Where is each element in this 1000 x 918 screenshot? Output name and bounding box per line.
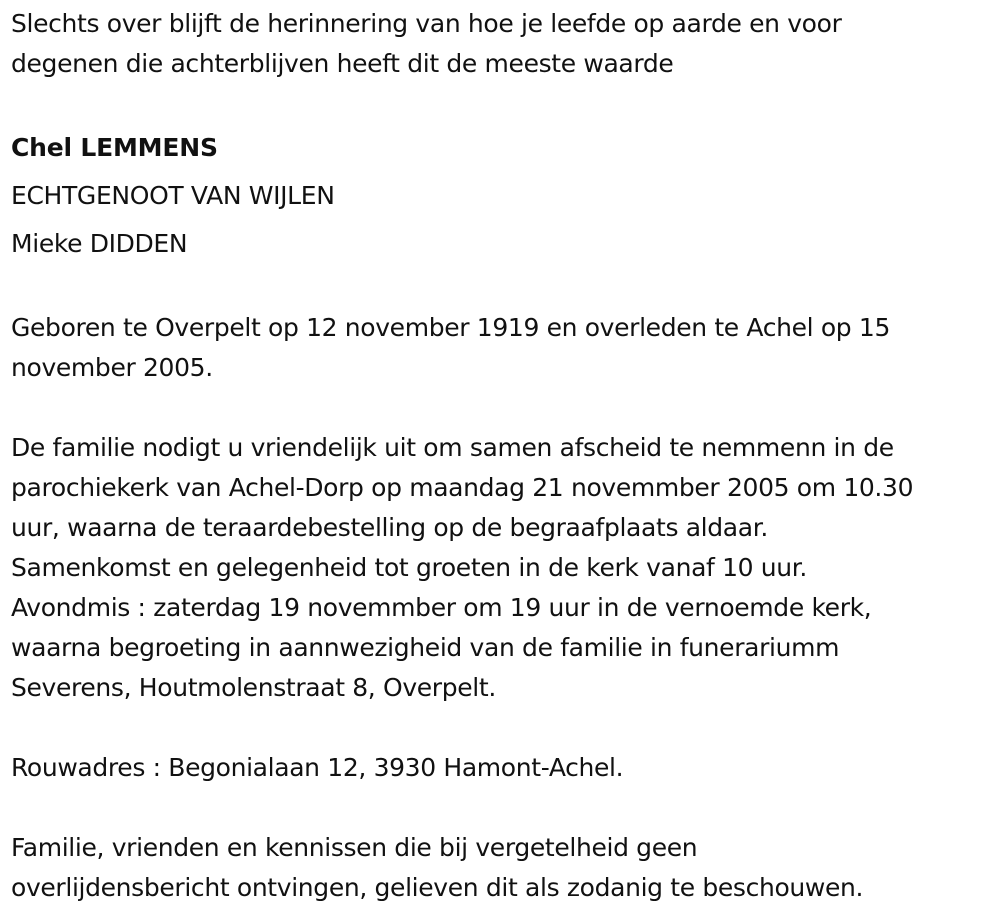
obituary-document [11,4,996,908]
intro-line: Slechts over blijft de herinnering van hoe je leefde op aarde en voor [11,9,842,38]
paragraph-line: waarna begroeting in aannwezigheid van de familie in funerariumm [11,633,840,662]
spacer [11,268,996,308]
spacer [11,708,996,748]
address-paragraph [11,748,996,788]
mourning-address: Rouwadres : Begonialaan 12, 3930 Hamont-Achel. [11,753,624,782]
deceased-block [11,124,996,268]
paragraph-line: De familie nodigt u vriendelijk uit om samen afscheid te nemmenn in de [11,433,894,462]
intro-quote [11,4,996,84]
spouse-name: Mieke DIDDEN [11,229,188,258]
deceased-name: Chel LEMMENS [11,133,218,162]
spacer [11,788,996,828]
spacer [11,84,996,124]
paragraph-line: Severens, Houtmolenstraat 8, Overpelt. [11,673,496,702]
birth-death-paragraph [11,308,996,388]
paragraph-line: parochiekerk van Achel-Dorp op maandag 21 novemmber 2005 om 10.30 [11,473,914,502]
paragraph-line: Samenkomst en gelegenheid tot groeten in de kerk vanaf 10 uur. [11,553,808,582]
ceremony-paragraph [11,428,996,708]
paragraph-line: Familie, vrienden en kennissen die bij vergetelheid geen [11,833,698,862]
paragraph-line: uur, waarna de teraardebestelling op de begraafplaats aldaar. [11,513,768,542]
paragraph-line: november 2005. [11,353,213,382]
paragraph-line: overlijdensbericht ontvingen, gelieven dit als zodanig te beschouwen. [11,873,864,902]
relation-label: ECHTGENOOT VAN WIJLEN [11,181,335,210]
spacer [11,388,996,428]
paragraph-line: Geboren te Overpelt op 12 november 1919 en overleden te Achel op 15 [11,313,891,342]
notice-paragraph [11,828,996,908]
paragraph-line: Avondmis : zaterdag 19 novemmber om 19 uur in de vernoemde kerk, [11,593,872,622]
intro-line: degenen die achterblijven heeft dit de meeste waarde [11,49,674,78]
